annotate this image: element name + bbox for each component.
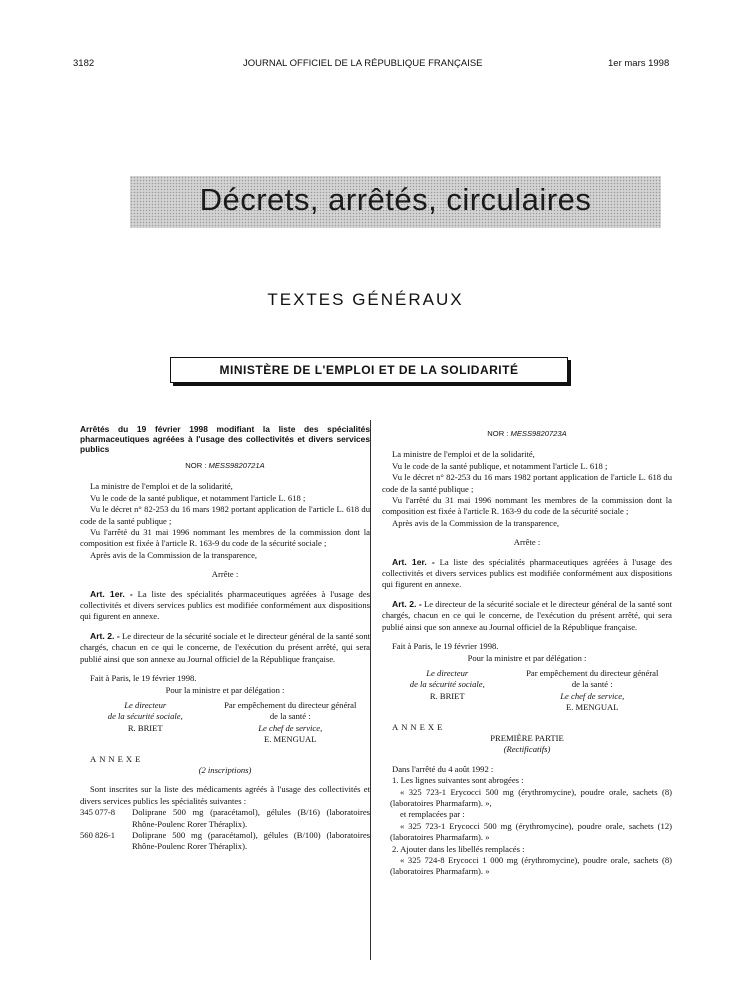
banner-title: Décrets, arrêtés, circulaires <box>199 182 592 217</box>
delegation: Pour la ministre et par délégation : <box>467 652 587 663</box>
list-intro: Sont inscrites sur la liste des médicaments agréés à l'usage des collectivités et divers services publics les spécialités suivantes : <box>80 784 370 806</box>
section-banner <box>130 176 661 228</box>
list-item: 345 077-8 Doliprane 500 mg (paracétamol), gélules (B/16) (laboratoires Rhône-Poulenc Rorer Théraplix). <box>80 807 370 829</box>
paragraph: La ministre de l'emploi et de la solidarité, <box>90 481 233 492</box>
paragraph: Dans l'arrêté du 4 août 1992 : <box>392 763 494 774</box>
nor-reference: NOR : MESS9820723A <box>487 429 567 438</box>
arrete-heading: Arrête : <box>211 569 239 580</box>
annex-heading: ANNEXE <box>392 721 446 732</box>
decree-title: Arrêtés du 19 février 1998 modifiant la liste des spécialités pharmaceutiques agréées à l'usage des collectivités et divers services publics <box>80 424 370 454</box>
inscriptions-note: (2 inscriptions) <box>198 764 252 775</box>
journal-title: JOURNAL OFFICIEL DE LA RÉPUBLIQUE FRANÇAISE <box>243 58 483 69</box>
quoted-entry: « 325 723-1 Erycocci 500 mg (érythromycine), poudre orale, sachets (8) (laboratoires Pharmafarm). », <box>390 786 672 808</box>
quoted-entry: « 325 724-8 Erycocci 1 000 mg (érythromycine), poudre orale, sachets (8) (laboratoires Pharmafarm). » <box>390 855 672 877</box>
paragraph: Vu l'arrêté du 31 mai 1996 nommant les membres de la commission dont la composition est fixée à l'article R. 163-9 du code de la sécurité sociale ; <box>382 495 672 517</box>
article-1: Art. 1er. - La liste des spécialités pharmaceutiques agréées à l'usage des collectivités et divers services publics est modifiée conformément aux dispositions qui figurent en annexe. <box>382 556 672 590</box>
signatures: Le directeur de la sécurité sociale, R. BRIET Par empêchement du directeur général de la santé : Le chef de service, E. MENGUAL <box>409 667 659 713</box>
left-column <box>80 424 370 853</box>
paragraph: Vu le décret n° 82-253 du 16 mars 1982 portant application de l'article L. 618 du code de la santé publique ; <box>382 472 672 494</box>
list-item: 560 826-1 Doliprane 500 mg (paracétamol), gélules (B/100) (laboratoires Rhône-Poulenc Rorer Théraplix). <box>80 829 370 852</box>
signature-date: Fait à Paris, le 19 février 1998. <box>392 641 499 652</box>
rectificatifs-note: (Rectificatifs) <box>503 744 551 755</box>
paragraph: Vu le décret n° 82-253 du 16 mars 1982 portant application de l'article L. 618 du code de la santé publique ; <box>80 504 370 526</box>
page-number: 3182 <box>73 58 95 69</box>
section-title: TEXTES GÉNÉRAUX <box>267 290 464 309</box>
article-1: Art. 1er. - La liste des spécialités pharmaceutiques agréées à l'usage des collectivités et divers services publics est modifiée conformément aux dispositions qui figurent en annexe. <box>80 588 370 622</box>
right-column <box>382 424 672 878</box>
paragraph: 2. Ajouter dans les libellés remplacés : <box>392 843 525 854</box>
signatures: Le directeur de la sécurité sociale, R. BRIET Par empêchement du directeur général de la santé : Le chef de service, E. MENGUAL <box>107 699 357 745</box>
arrete-heading: Arrête : <box>513 537 541 548</box>
column-divider <box>370 420 371 960</box>
paragraph: Vu l'arrêté du 31 mai 1996 nommant les membres de la commission dont la composition est fixée à l'article R. 163-9 du code de la sécurité sociale ; <box>80 527 370 549</box>
annex-heading: ANNEXE <box>90 753 144 764</box>
delegation: Pour la ministre et par délégation : <box>165 684 285 695</box>
paragraph: Vu le code de la santé publique, et notamment l'article L. 618 ; <box>392 460 608 471</box>
ministry-box: MINISTÈRE DE L'EMPLOI ET DE LA SOLIDARITÉ <box>170 357 568 383</box>
paragraph: et remplacées par : <box>400 809 465 820</box>
nor-reference: NOR : MESS9820721A <box>185 461 265 470</box>
paragraph: 1. Les lignes suivantes sont abrogées : <box>392 775 524 786</box>
article-2: Art. 2. - Le directeur de la sécurité sociale et le directeur général de la santé sont chargés, chacun en ce qui le concerne, de l'exécution du présent arrêté, qui sera publié ainsi que son annexe au Journal officiel de la République française. <box>80 630 371 664</box>
issue-date: 1er mars 1998 <box>608 58 670 69</box>
paragraph: Après avis de la Commission de la transparence, <box>392 517 560 528</box>
quoted-entry: « 325 723-1 Erycocci 500 mg (érythromycine), poudre orale, sachets (12) (laboratoires Pharmafarm). » <box>390 820 672 843</box>
paragraph: Après avis de la Commission de la transparence, <box>90 549 258 560</box>
part-heading: PREMIÈRE PARTIE <box>490 732 564 743</box>
paragraph: Vu le code de la santé publique, et notamment l'article L. 618 ; <box>90 492 306 503</box>
signature-date: Fait à Paris, le 19 février 1998. <box>90 673 197 684</box>
article-2: Art. 2. - Le directeur de la sécurité sociale et le directeur général de la santé sont chargés, chacun en ce qui le concerne, de l'exécution du présent arrêté, qui sera publié ainsi que son annexe au Journal officiel de la République française. <box>382 598 673 632</box>
paragraph: La ministre de l'emploi et de la solidarité, <box>392 449 535 460</box>
